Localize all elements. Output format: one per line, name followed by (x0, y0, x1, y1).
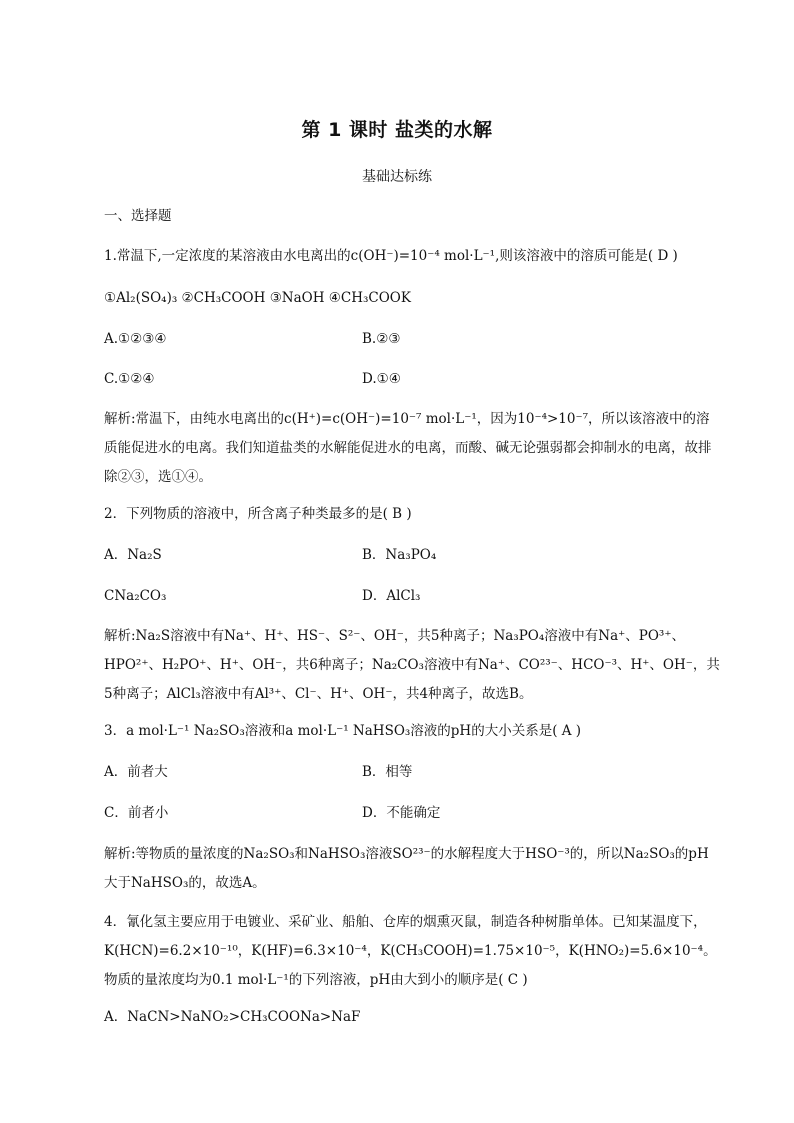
q2-option-d: D．AlCl₃ (362, 588, 421, 604)
q3-option-a: A．前者大 (104, 764, 168, 780)
page-subtitle: 基础达标练 (362, 169, 432, 185)
q1-option-d: D.①④ (362, 371, 401, 387)
q2-option-b: B．Na₃PO₄ (362, 547, 437, 563)
q4-stem: 4．氰化氢主要应用于电镀业、采矿业、船舶、仓库的烟熏灭鼠，制造各种树脂单体。已知某温度下，K(HCN)=6.2×10⁻¹⁰，K(HF)=6.3×10⁻⁴，K(CH₃COOH)=1.75×10⁻⁵，K(HNO₂)=5.6×10⁻⁴。物质的量浓度均为0.1 mol·L⁻¹的下列溶液，pH由大到小的顺序是( C ) (104, 914, 717, 988)
q2-stem: 2．下列物质的溶液中，所含离子种类最多的是( B ) (104, 506, 412, 522)
q1-stem: 1.常温下,一定浓度的某溶液由水电离出的c(OH⁻)=10⁻⁴ mol·L⁻¹,则该溶液中的溶质可能是( D ) (104, 248, 678, 264)
q1-analysis: 解析:常温下，由纯水电离出的c(H⁺)=c(OH⁻)=10⁻⁷ mol·L⁻¹，因为10⁻⁴>10⁻⁷，所以该溶液中的溶质能促进水的电离。我们知道盐类的水解能促进水的电离，而酸、碱无论强弱都会抑制水的电离，故排除②③，选①④。 (104, 411, 712, 485)
section-label: 一、选择题 (104, 208, 172, 224)
q1-option-c: C.①②④ (104, 371, 155, 387)
q1-option-a: A.①②③④ (104, 331, 167, 347)
q4-option-a: A．NaCN>NaNO₂>CH₃COONa>NaF (104, 1009, 361, 1025)
q3-option-c: C．前者小 (104, 805, 169, 821)
page-title: 第 1 课时 盐类的水解 (301, 119, 493, 141)
q3-analysis: 解析:等物质的量浓度的Na₂SO₃和NaHSO₃溶液SO²³⁻的水解程度大于HSO⁻³的，所以Na₂SO₃的pH大于NaHSO₃的，故选A。 (104, 846, 709, 891)
q1-option-b: B.②③ (362, 331, 401, 347)
q3-option-b: B．相等 (362, 764, 413, 780)
q3-option-d: D．不能确定 (362, 805, 441, 821)
q2-analysis: 解析:Na₂S溶液中有Na⁺、H⁺、HS⁻、S²⁻、OH⁻，共5种离子；Na₃PO₄溶液中有Na⁺、PO³⁺、HPO²⁺、H₂PO⁺、H⁺、OH⁻，共6种离子；Na₂CO₃溶液中有Na⁺、CO²³⁻、HCO⁻³、H⁺、OH⁻，共5种离子；AlCl₃溶液中有Al³⁺、Cl⁻、H⁺、OH⁻，共4种离子，故选B。 (104, 628, 720, 702)
q1-items: ①Al₂(SO₄)₃ ②CH₃COOH ③NaOH ④CH₃COOK (104, 290, 411, 306)
q2-option-a: A．Na₂S (104, 547, 162, 563)
q3-stem: 3．a mol·L⁻¹ Na₂SO₃溶液和a mol·L⁻¹ NaHSO₃溶液的pH的大小关系是( A ) (104, 723, 582, 739)
q2-option-c: CNa₂CO₃ (104, 588, 167, 604)
